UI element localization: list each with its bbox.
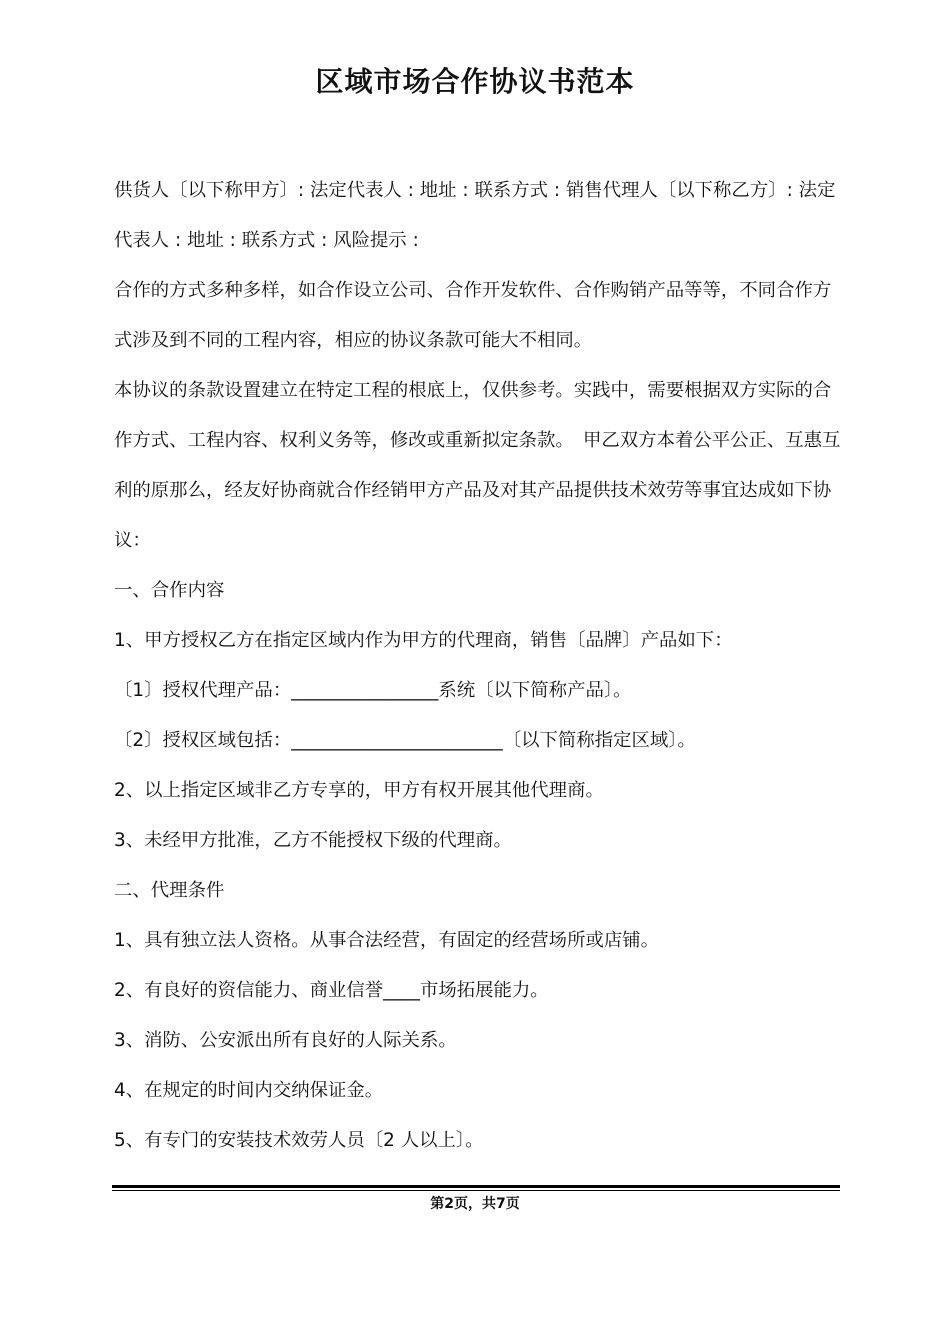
paragraph-agreement-basis: 本协议的条款设置建立在特定工程的根底上，仅供参考。实践中，需要根据双方实际的合作方式、工程内容、权利义务等，修改或重新拟定条款。 甲乙双方本着公平公正、互惠互利的原那么，经友好协商就合作经销甲方产品及对其产品提供技术效劳等事宜达成如下协议：	[114, 380, 841, 551]
clause-1-1-authorized-products: 〔1〕授权代理产品：________________系统〔以下简称产品〕。	[114, 680, 632, 701]
document-body	[114, 166, 844, 1166]
condition-2-credit: 2、有良好的资信能力、商业信誉____市场拓展能力。	[114, 980, 549, 1001]
paragraph-cooperation-methods: 合作的方式多种多样，如合作设立公司、合作开发软件、合作购销产品等等，不同合作方式涉及到不同的工程内容，相应的协议条款可能大不相同。	[114, 280, 832, 351]
clause-2-non-exclusive: 2、以上指定区域非乙方专享的，甲方有权开展其他代理商。	[114, 780, 604, 801]
section-heading-cooperation-content: 一、合作内容	[114, 580, 225, 601]
section-heading-agency-conditions: 二、代理条件	[114, 880, 225, 901]
page-number: 第2页，共7页	[430, 1196, 520, 1212]
condition-3-relations: 3、消防、公安派出所有良好的人际关系。	[114, 1030, 457, 1051]
clause-1-2-authorized-region: 〔2〕授权区域包括：_______________________〔以下简称指定区域〕。	[114, 730, 696, 751]
clause-3-no-sub-agents: 3、未经甲方批准，乙方不能授权下级的代理商。	[114, 830, 512, 851]
footer-rule-thick	[112, 1185, 840, 1188]
document-title: 区域市场合作协议书范本	[315, 65, 635, 98]
paragraph-parties: 供货人〔以下称甲方〕: 法定代表人 : 地址 : 联系方式 : 销售代理人〔以下称乙方〕: 法定代表人 : 地址 : 联系方式 : 风险提示 :	[114, 180, 836, 251]
clause-1-authorization: 1、甲方授权乙方在指定区域内作为甲方的代理商，销售〔品牌〕产品如下：	[114, 630, 733, 651]
condition-5-technicians: 5、有专门的安装技术效劳人员〔2 人以上〕。	[114, 1130, 484, 1151]
condition-1-legal-entity: 1、具有独立法人资格。从事合法经营，有固定的经营场所或店铺。	[114, 930, 660, 951]
condition-4-deposit: 4、在规定的时间内交纳保证金。	[114, 1080, 384, 1101]
footer-rule-thin	[112, 1190, 840, 1191]
